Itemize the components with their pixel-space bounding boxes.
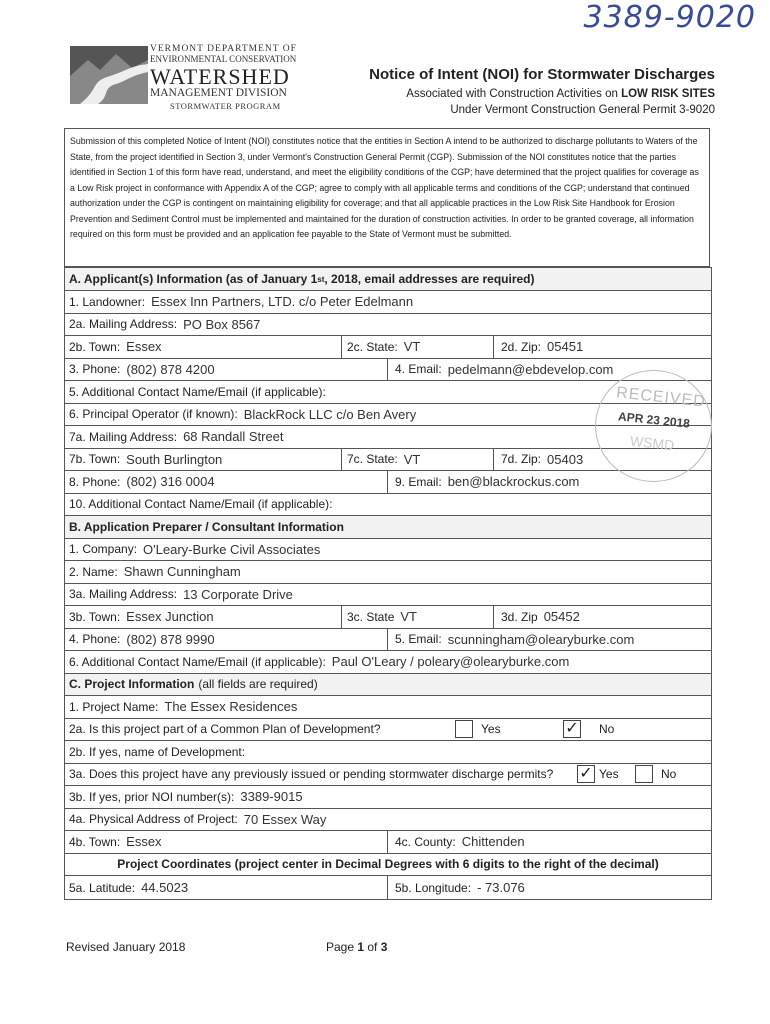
- section-b-heading: [64, 516, 712, 539]
- town-state-zip-row[interactable]: [64, 336, 712, 359]
- project-name-label: 1. Project Name:: [69, 699, 159, 714]
- county-field[interactable]: Chittenden: [461, 834, 525, 850]
- landowner-field[interactable]: Essex Inn Partners, LTD. c/o Peter Edelmann: [151, 294, 414, 310]
- state-label: 2c. State:: [347, 339, 398, 354]
- preparer-mailing-row[interactable]: [64, 584, 712, 607]
- stamp-received: RECEIVED: [615, 384, 707, 411]
- prior-permits-yes-checkbox[interactable]: ✓: [577, 765, 595, 783]
- op-zip-label: 7d. Zip:: [501, 452, 542, 467]
- intro-text: Submission of this completed Notice of Intent (NOI) constitutes notice that the entities in Section A intend to be authorized to discharge pollutants to Waters of the State, from the project identified in Section 3, under Vermont's Construction General Permit (CGP). Submission of the NOI constitutes notice that the parties identified in Section 1 of this form have read, understand, and meet the eligibility conditions of the CGP; have determined that the project qualifies for coverage as a Low Risk project in conformance with Appendix A of the CGP; agree to comply with all applicable terms and conditions of the CGP; understand that continued authorization under the CGP is contingent on maintaining eligibility for coverage; and that all applicable practices in the Low Risk Site Handbook for Erosion Prevention and Sediment Control must be implemented and maintained for the duration of construction activities. In order to be granted coverage, all information required on this form must be provided and an application fee payable to the State of Vermont must be submitted.: [64, 128, 710, 267]
- preparer-zip-label: 3d. Zip: [501, 609, 538, 624]
- op-mailing-address-field[interactable]: 68 Randall Street: [183, 429, 284, 445]
- logo-line-4: MANAGEMENT DIVISION: [150, 87, 287, 99]
- landowner-label: 1. Landowner:: [69, 294, 146, 309]
- section-a-heading-text: A. Applicant(s) Information (as of January 1: [69, 272, 318, 286]
- prior-permits-row[interactable]: [64, 764, 712, 787]
- op-email-field[interactable]: ben@blackrockus.com: [447, 474, 580, 490]
- op-mailing-address-label: 7a. Mailing Address:: [69, 429, 178, 444]
- latitude-field[interactable]: 44.5023: [141, 880, 189, 895]
- preparer-name-field[interactable]: Shawn Cunningham: [123, 564, 241, 580]
- email-field[interactable]: pedelmann@ebdevelop.com: [447, 361, 614, 377]
- preparer-state-label: 3c. State: [347, 609, 395, 624]
- preparer-phone-label: 4. Phone:: [69, 632, 121, 647]
- agency-logo: [70, 42, 300, 114]
- longitude-label: 5b. Longitude:: [395, 880, 472, 895]
- handwritten-permit-number: 3389-9020: [583, 0, 756, 35]
- subtitle-prefix: Associated with Construction Activities on: [406, 88, 622, 100]
- preparer-mailing-field[interactable]: 13 Corporate Drive: [183, 586, 293, 602]
- op-town-label: 7b. Town:: [69, 452, 121, 467]
- phone-label: 3. Phone:: [69, 362, 121, 377]
- preparer-phone-email-row[interactable]: [64, 629, 712, 652]
- section-c-heading: [64, 674, 712, 697]
- physical-address-field[interactable]: 70 Essex Way: [243, 811, 327, 827]
- stamp-date: APR 23 2018: [617, 409, 691, 431]
- op-phone-email-row[interactable]: [64, 471, 712, 494]
- prior-permits-yes-label: Yes: [599, 767, 619, 782]
- preparer-email-label: 5. Email:: [395, 632, 442, 647]
- form-subtitle-2: Under Vermont Construction General Permit 3-9020: [450, 104, 715, 116]
- preparer-name-row[interactable]: [64, 561, 712, 584]
- prior-permits-question: 3a. Does this project have any previously issued or pending stormwater discharge permits?: [69, 767, 554, 782]
- common-plan-no-checkbox[interactable]: ✓: [563, 720, 581, 738]
- prior-permits-no-checkbox[interactable]: [635, 765, 653, 783]
- op-state-field[interactable]: VT: [403, 451, 421, 467]
- op-additional-contact-label: 10. Additional Contact Name/Email (if applicable):: [69, 497, 333, 512]
- form-subtitle: [406, 88, 715, 100]
- preparer-name-label: 2. Name:: [69, 564, 118, 579]
- preparer-phone-field[interactable]: (802) 878 9990: [126, 631, 215, 647]
- section-b-heading-text: B. Application Preparer / Consultant Information: [69, 519, 344, 534]
- common-plan-question: 2a. Is this project part of a Common Plan of Development?: [69, 722, 381, 737]
- coordinates-heading: [64, 854, 712, 877]
- section-c-heading-bold: C. Project Information: [69, 677, 195, 692]
- project-name-field[interactable]: The Essex Residences: [164, 699, 298, 715]
- principal-operator-field[interactable]: BlackRock LLC c/o Ben Avery: [243, 406, 417, 422]
- state-field[interactable]: VT: [403, 339, 421, 355]
- preparer-additional-row[interactable]: [64, 651, 712, 674]
- project-town-county-row[interactable]: [64, 831, 712, 854]
- phone-email-row[interactable]: [64, 359, 712, 382]
- company-field[interactable]: O'Leary-Burke Civil Associates: [143, 541, 321, 557]
- stamp-office: WSMD: [629, 432, 676, 454]
- prior-noi-field[interactable]: 3389-9015: [240, 789, 303, 805]
- prior-noi-label: 3b. If yes, prior NOI number(s):: [69, 789, 235, 804]
- preparer-state-field[interactable]: VT: [400, 609, 417, 625]
- company-row[interactable]: [64, 539, 712, 562]
- op-additional-contact-row[interactable]: [64, 494, 712, 517]
- mailing-address-label: 2a. Mailing Address:: [69, 317, 178, 332]
- additional-contact-label: 5. Additional Contact Name/Email (if applicable):: [69, 384, 326, 399]
- logo-line-3: WATERSHED: [150, 64, 290, 89]
- physical-address-row[interactable]: [64, 809, 712, 832]
- section-a-heading-sup: st: [317, 274, 325, 284]
- op-phone-label: 8. Phone:: [69, 474, 121, 489]
- development-name-label: 2b. If yes, name of Development:: [69, 744, 246, 759]
- town-label: 2b. Town:: [69, 339, 121, 354]
- landowner-row[interactable]: [64, 291, 712, 314]
- revision-note: Revised January 2018: [66, 940, 186, 954]
- mailing-address-field[interactable]: PO Box 8567: [183, 316, 261, 332]
- common-plan-yes-checkbox[interactable]: [455, 720, 473, 738]
- email-label: 4. Email:: [395, 362, 442, 377]
- subtitle-bold: LOW RISK SITES: [621, 88, 715, 100]
- development-name-row[interactable]: [64, 741, 712, 764]
- logo-line-5: STORMWATER PROGRAM: [170, 101, 281, 111]
- project-town-label: 4b. Town:: [69, 834, 121, 849]
- zip-label: 2d. Zip:: [501, 339, 542, 354]
- preparer-town-label: 3b. Town:: [69, 609, 121, 624]
- page-label: Page: [326, 940, 358, 954]
- form-title: Notice of Intent (NOI) for Stormwater Discharges: [369, 66, 715, 83]
- mailing-address-row[interactable]: [64, 314, 712, 337]
- project-town-field[interactable]: Essex: [126, 834, 162, 850]
- project-name-row[interactable]: [64, 696, 712, 719]
- page-total: 3: [380, 940, 388, 954]
- common-plan-no-label: No: [599, 722, 615, 737]
- section-a-heading-text-2: , 2018, email addresses are required): [324, 272, 535, 286]
- op-town-field[interactable]: South Burlington: [126, 451, 223, 467]
- logo-line-2: ENVIRONMENTAL CONSERVATION: [150, 54, 297, 64]
- landscape-logo-icon: [70, 46, 148, 104]
- zip-field[interactable]: 05451: [547, 339, 584, 355]
- common-plan-row[interactable]: [64, 719, 712, 742]
- longitude-field[interactable]: - 73.076: [477, 880, 525, 895]
- page-number: [326, 940, 387, 954]
- company-label: 1. Company:: [69, 542, 138, 557]
- town-field[interactable]: Essex: [126, 339, 162, 355]
- county-label: 4c. County:: [395, 834, 456, 849]
- preparer-additional-label: 6. Additional Contact Name/Email (if applicable):: [69, 654, 326, 669]
- op-phone-field[interactable]: (802) 316 0004: [126, 474, 215, 490]
- physical-address-label: 4a. Physical Address of Project:: [69, 812, 238, 827]
- prior-noi-row[interactable]: [64, 786, 712, 809]
- prior-permits-no-label: No: [661, 767, 677, 782]
- preparer-zip-field[interactable]: 05452: [543, 609, 580, 625]
- coordinates-row[interactable]: [64, 876, 712, 900]
- common-plan-yes-label: Yes: [481, 722, 501, 737]
- coordinates-heading-text: Project Coordinates (project center in Decimal Degrees with 6 digits to the right of the decimal): [117, 857, 659, 872]
- page-of: of: [364, 940, 381, 954]
- page-current: 1: [357, 940, 365, 954]
- preparer-email-field[interactable]: scunningham@olearyburke.com: [447, 631, 635, 647]
- op-zip-field[interactable]: 05403: [547, 451, 584, 467]
- noi-form: [64, 267, 712, 900]
- section-a-heading: [64, 267, 712, 291]
- received-stamp: [595, 370, 712, 482]
- logo-line-1: VERMONT DEPARTMENT OF: [150, 44, 297, 54]
- preparer-additional-field[interactable]: Paul O'Leary / poleary@olearyburke.com: [331, 654, 570, 670]
- preparer-town-state-zip-row[interactable]: [64, 606, 712, 629]
- principal-operator-label: 6. Principal Operator (if known):: [69, 407, 238, 422]
- section-c-heading-rest: (all fields are required): [198, 677, 318, 692]
- preparer-mailing-label: 3a. Mailing Address:: [69, 587, 178, 602]
- preparer-town-field[interactable]: Essex Junction: [126, 609, 214, 625]
- op-email-label: 9. Email:: [395, 474, 442, 489]
- latitude-label: 5a. Latitude:: [69, 880, 136, 895]
- op-state-label: 7c. State:: [347, 452, 398, 467]
- phone-field[interactable]: (802) 878 4200: [126, 361, 215, 377]
